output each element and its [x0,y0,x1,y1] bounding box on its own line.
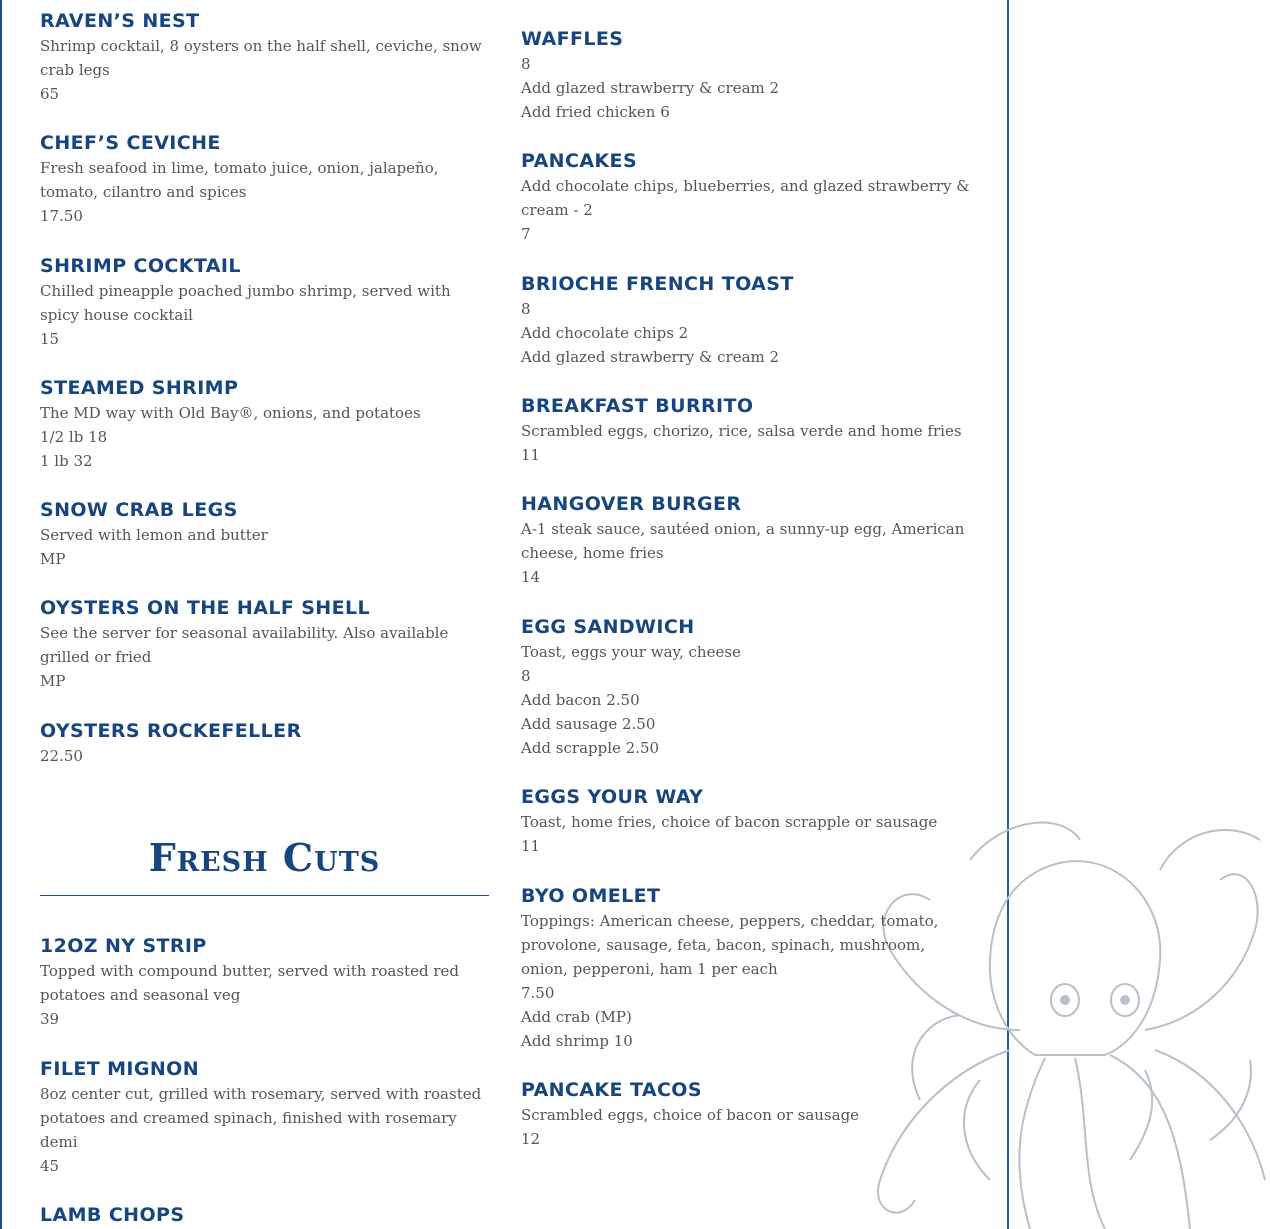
item-price: 39 [40,1010,60,1028]
item-price: 45 [40,1157,60,1175]
item-name: WAFFLES [521,28,624,50]
item-price: 11 [521,446,541,464]
item-name: SHRIMP COCKTAIL [40,255,241,277]
menu-item [40,497,490,571]
item-price: 22.50 [40,747,83,765]
menu-item [40,8,490,106]
item-name: PANCAKE TACOS [521,1079,702,1101]
menu-item [521,784,976,858]
item-price: 12 [521,1130,541,1148]
menu-item [521,883,976,1053]
item-name: LAMB CHOPS [40,1204,185,1226]
item-price: 14 [521,568,541,586]
item-description: The MD way with Old Bay®, onions, and potatoes [40,404,421,422]
item-description: Toast, eggs your way, cheese [521,643,741,661]
item-description: Toast, home fries, choice of bacon scrapple or sausage [521,813,938,831]
item-addon: Add shrimp 10 [521,1032,633,1050]
item-price: MP [40,672,66,690]
item-description: Shrimp cocktail, 8 oysters on the half shell, ceviche, snow crab legs [40,37,482,79]
menu-item [40,933,490,1031]
menu-item [40,1056,490,1178]
item-price: MP [40,550,66,568]
item-description: Toppings: American cheese, peppers, cheddar, tomato, provolone, sausage, feta, bacon, spinach, mushroom, onion, pepperoni, ham 1 per each [521,912,939,978]
item-name: SNOW CRAB LEGS [40,499,238,521]
item-price: 1/2 lb 18 [40,428,108,446]
item-price: 11 [521,837,541,855]
item-price: 8 [521,55,531,73]
menu-item [521,614,976,760]
item-addon: Add crab (MP) [521,1008,632,1026]
item-description: Scrambled eggs, choice of bacon or sausage [521,1106,860,1124]
item-description: Add chocolate chips, blueberries, and glazed strawberry & cream - 2 [521,177,970,219]
item-description: 8oz center cut, grilled with rosemary, served with roasted potatoes and creamed spinach, finished with rosemary demi [40,1085,482,1151]
item-name: STEAMED SHRIMP [40,377,239,399]
section-title: Fresh Cuts [148,835,381,880]
item-name: OYSTERS ROCKEFELLER [40,720,302,742]
item-name: OYSTERS ON THE HALF SHELL [40,597,370,619]
item-name: EGG SANDWICH [521,616,695,638]
menu-item [40,1202,490,1228]
page-left-border [0,0,2,1229]
menu-item [521,271,976,369]
item-addon: Add sausage 2.50 [521,715,656,733]
item-addon: Add glazed strawberry & cream 2 [521,348,780,366]
menu-item [521,26,976,124]
item-name: 12OZ NY STRIP [40,935,207,957]
item-price: 1 lb 32 [40,452,93,470]
item-name: BREAKFAST BURRITO [521,395,754,417]
item-description: Fresh seafood in lime, tomato juice, onion, jalapeño, tomato, cilantro and spices [40,159,439,201]
item-addon: Add chocolate chips 2 [521,324,689,342]
menu-item [521,491,976,589]
item-price: 15 [40,330,60,348]
menu-item [40,253,490,351]
menu-item [521,1077,976,1151]
item-name: RAVEN’S NEST [40,10,200,32]
item-description: See the server for seasonal availability. Also available grilled or fried [40,624,449,666]
item-addon: Add scrapple 2.50 [521,739,660,757]
item-price: 17.50 [40,207,83,225]
item-name: CHEF’S CEVICHE [40,132,221,154]
menu-item [521,393,976,467]
item-description: A-1 steak sauce, sautéed onion, a sunny-up egg, American cheese, home fries [521,520,965,562]
item-name: BYO OMELET [521,885,661,907]
item-name: PANCAKES [521,150,638,172]
item-addon: Add fried chicken 6 [521,103,670,121]
item-name: EGGS YOUR WAY [521,786,704,808]
menu-item [521,148,976,246]
item-name: BRIOCHE FRENCH TOAST [521,273,794,295]
item-price: 7 [521,225,531,243]
item-price: 8 [521,667,531,685]
item-addon: Add glazed strawberry & cream 2 [521,79,780,97]
menu-item [40,375,490,473]
item-description: Topped with compound butter, served with roasted red potatoes and seasonal veg [40,962,459,1004]
item-description: Chilled pineapple poached jumbo shrimp, served with spicy house cocktail [40,282,451,324]
item-description: Scrambled eggs, chorizo, rice, salsa verde and home fries [521,422,962,440]
item-price: 7.50 [521,984,555,1002]
menu-item [40,130,490,228]
menu-item [40,718,490,768]
section-divider [40,895,489,896]
item-addon: Add bacon 2.50 [521,691,640,709]
item-price: 65 [40,85,60,103]
item-price: 8 [521,300,531,318]
item-name: HANGOVER BURGER [521,493,742,515]
item-description: Served with lemon and butter [40,526,268,544]
item-name: FILET MIGNON [40,1058,200,1080]
menu-item [40,595,490,693]
